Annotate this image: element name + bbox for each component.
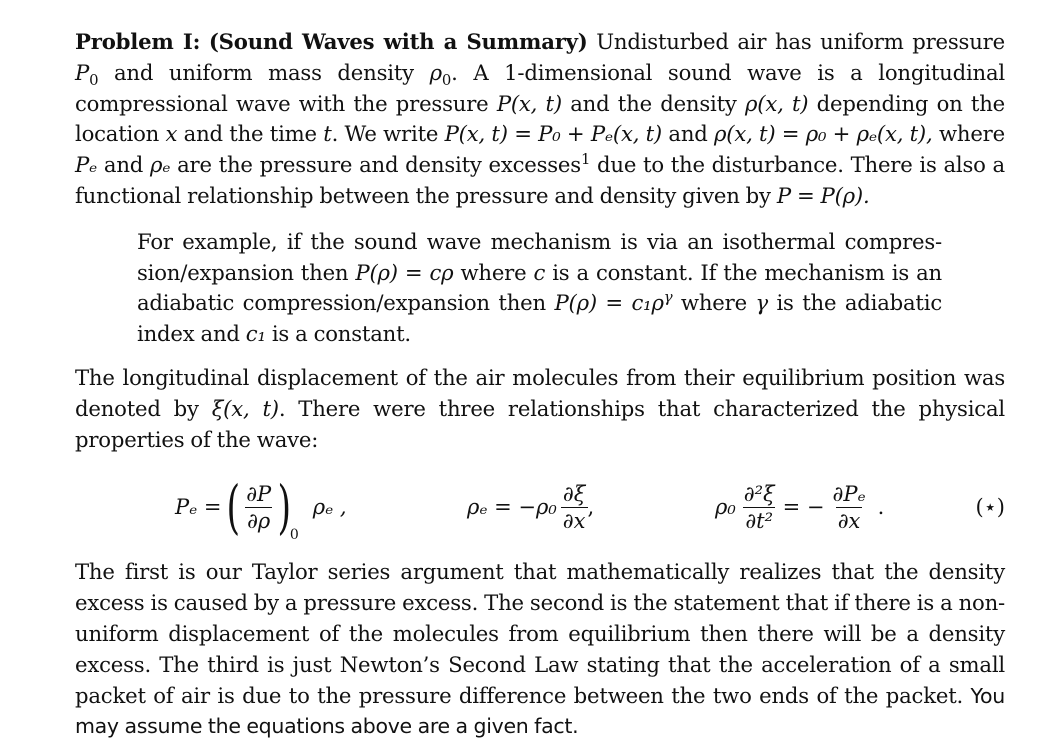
math-c: c bbox=[533, 259, 546, 285]
eq1-lhs: Pₑ = bbox=[175, 495, 222, 520]
math-pressure-decomposition: P(x, t) = P₀ + Pₑ(x, t) bbox=[444, 121, 662, 147]
eq1-fraction bbox=[244, 481, 273, 534]
math-xi: ξ(x, t) bbox=[211, 395, 279, 421]
eq1-denominator: ∂ρ bbox=[247, 508, 271, 533]
eq3-denominator-right: ∂x bbox=[837, 508, 861, 533]
eq3-fraction-right bbox=[830, 481, 867, 534]
equation-star-tag: (⋆) bbox=[975, 495, 1005, 520]
intro-text: are the pressure and density excesses bbox=[177, 152, 581, 178]
intro-text: and bbox=[668, 121, 708, 147]
math-rhoe: ρₑ bbox=[150, 152, 171, 178]
intro-text: and the time bbox=[183, 121, 317, 147]
summary-paragraph bbox=[75, 557, 1005, 742]
eq2-lhs: ρₑ = −ρ₀ bbox=[467, 495, 557, 520]
eq2-tail: , bbox=[587, 495, 595, 520]
example-text: is the adiabatic index and bbox=[137, 290, 942, 347]
eq3-denominator-left: ∂t² bbox=[745, 508, 774, 533]
problem-title: (Sound Waves with a Summary) bbox=[208, 29, 588, 54]
equation-pressure-excess bbox=[175, 463, 347, 551]
math-c1: c₁ bbox=[245, 321, 266, 347]
assumption-note: You may assume the equations above are a given fact. bbox=[75, 683, 1005, 739]
footnote-mark: 1 bbox=[580, 151, 591, 169]
math-pressure-function: P(x, t) bbox=[496, 90, 562, 116]
intro-text: where bbox=[938, 121, 1005, 147]
summary-text: The first is our Taylor series argument that mathematically realizes that the density excess is caused by a pressure excess. The second is the statement that if there is a non-uniform displacement of the molecules from equilibrium then there will be a density excess. The third is just Newton’s Second Law stating that the acceleration of a small packet of air is due to the pressure difference between the two ends of the packet. bbox=[75, 559, 1005, 708]
eq1-subscript: 0 bbox=[289, 527, 299, 544]
math-adiabatic: P(ρ) = c₁ρ bbox=[554, 290, 664, 316]
eq2-denominator: ∂x bbox=[562, 508, 586, 533]
problem-label: Problem I: bbox=[75, 29, 201, 54]
displacement-text: . There were three relationships that characterized the physical properties of the wave: bbox=[75, 395, 1005, 452]
math-density-function: ρ(x, t) bbox=[745, 90, 809, 116]
math-p0: P bbox=[75, 59, 90, 85]
displacement-paragraph bbox=[75, 363, 1005, 455]
example-text: is a constant. bbox=[271, 321, 411, 347]
example-text: where bbox=[460, 259, 527, 285]
problem-intro-paragraph: Problem I: (Sound Waves with a Summary) Undisturbed air has uniform pressure $P_0$ and uniform mass density $\rho_0$. A 1-dimensional sound wave is a longitudinal compressional wave with the pressure P(x, t) and the density ρ(x, t) depending on the location x and the time t. We write P(x, t) = P₀ + Pₑ(x, t) and ρ(x, t) = ρ₀ + ρₑ(x, t), where Pₑ and ρₑ are the pressure and density excesses$^1$ due to the disturbance. There is also a functional relationship between the pressure and density given by P = P(ρ). bbox=[75, 29, 1005, 208]
problem-document bbox=[75, 27, 1005, 742]
eq3-tail: . bbox=[877, 495, 885, 520]
equation-tag bbox=[975, 463, 1005, 551]
intro-text: . We write bbox=[331, 121, 439, 147]
eq3-equals-minus: = − bbox=[782, 495, 825, 520]
math-density-decomposition: ρ(x, t) = ρ₀ + ρₑ(x, t), bbox=[714, 121, 933, 147]
eq3-numerator-left: ∂²ξ bbox=[743, 481, 775, 506]
math-gamma-exponent: γ bbox=[663, 289, 673, 307]
example-text: where bbox=[680, 290, 747, 316]
eq3-lhs: ρ₀ bbox=[715, 495, 736, 520]
displacement-text: The longitudinal displacement of the air molecules from their equilibrium position was denoted by bbox=[75, 364, 1005, 421]
intro-text: and uniform mass density bbox=[113, 59, 414, 85]
intro-text: Undisturbed air has uniform pressure bbox=[596, 29, 1005, 54]
left-paren: ( bbox=[226, 473, 240, 542]
math-x: x bbox=[165, 121, 178, 147]
intro-text: and the density bbox=[570, 90, 737, 116]
intro-text: and bbox=[103, 152, 144, 178]
eq2-fraction bbox=[561, 481, 588, 534]
math-functional-relation: P = P(ρ). bbox=[776, 182, 870, 208]
math-gamma: γ bbox=[755, 290, 768, 316]
math-isothermal: P(ρ) = cρ bbox=[355, 259, 454, 285]
example-paragraph bbox=[137, 227, 942, 350]
intro-text: depending on the location bbox=[75, 90, 1005, 147]
eq1-rhs: ρₑ , bbox=[312, 495, 347, 520]
intro-text: due to the disturbance. There is also a functional relationship between the pressure and density given by bbox=[75, 152, 1005, 208]
example-text: is a constant. If the mechanism is an adiabatic compression/expansion then bbox=[137, 259, 942, 316]
equation-density-excess bbox=[467, 463, 594, 551]
intro-text: . A 1-dimensional sound wave is a longitudinal compressional wave with the pressure bbox=[75, 59, 1005, 116]
math-t: t bbox=[323, 121, 332, 147]
math-pe: Pₑ bbox=[75, 152, 98, 178]
eq3-numerator-right: ∂Pₑ bbox=[832, 481, 866, 506]
eq2-numerator: ∂ξ bbox=[562, 481, 586, 506]
eq1-numerator: ∂P bbox=[246, 481, 272, 506]
example-text: For example, if the sound wave mechanism is via an isothermal compres-sion/expansion then bbox=[137, 228, 942, 285]
right-paren: ) bbox=[277, 473, 292, 542]
eq3-fraction-left bbox=[742, 481, 777, 534]
math-rho0: ρ bbox=[429, 59, 442, 85]
equation-newton bbox=[715, 463, 884, 551]
equations-row bbox=[75, 463, 1005, 551]
